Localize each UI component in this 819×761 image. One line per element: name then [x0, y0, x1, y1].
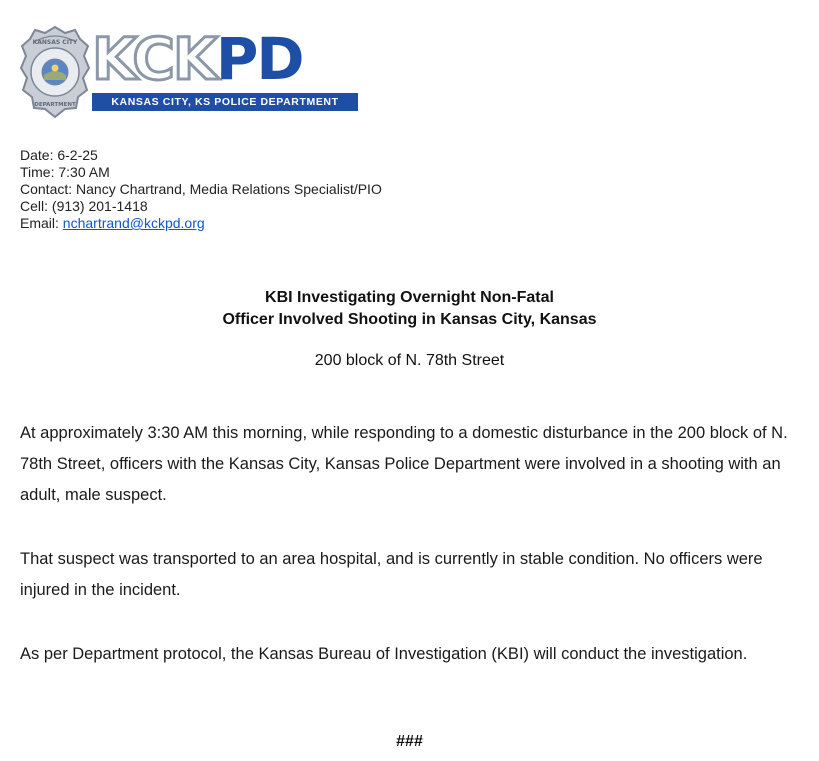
logo-tagline-bar: [92, 93, 358, 111]
incident-location: 200 block of N. 78th Street: [314, 352, 505, 369]
logo-wordmark-pd: PD: [215, 25, 303, 93]
email-label: Email:: [20, 215, 59, 231]
end-of-release-mark: ###: [396, 733, 423, 750]
letterhead: [20, 24, 365, 119]
badge-text-top: KANSAS CITY: [32, 39, 78, 46]
body-paragraph-1: At approximately 3:30 AM this morning, while responding to a domestic disturbance in the 200 block of N. 78th Street, officers with the Kansas City, Kansas Police Department were involved in a shooting with an adult, male suspect.: [20, 424, 788, 504]
logo-tagline: KANSAS CITY, KS POLICE DEPARTMENT: [111, 96, 339, 108]
time-label: Time:: [20, 164, 55, 180]
release-title: [0, 287, 819, 331]
cell-label: Cell:: [20, 198, 49, 214]
logo-wordmark-kck: KCK: [92, 25, 216, 93]
release-title-line-2: Officer Involved Shooting in Kansas City, Kansas: [222, 311, 597, 328]
date-value: 6-2-25: [57, 147, 98, 163]
cell-line: [20, 198, 382, 215]
police-badge-icon: [20, 24, 90, 119]
contact-block: [20, 147, 382, 232]
time-value: 7:30 AM: [58, 164, 110, 180]
email-line: [20, 215, 382, 232]
cell-value: (913) 201-1418: [51, 198, 148, 214]
contact-value: Nancy Chartrand, Media Relations Specialist/PIO: [76, 181, 382, 197]
logo-wordmark: [92, 25, 360, 93]
release-title-line-1: KBI Investigating Overnight Non-Fatal: [265, 289, 554, 306]
email-link[interactable]: nchartrand@kckpd.org: [62, 215, 205, 231]
contact-line: [20, 181, 382, 198]
kckpd-logo: [92, 25, 360, 112]
body-paragraph-3: As per Department protocol, the Kansas Bureau of Investigation (KBI) will conduct the investigation.: [20, 645, 748, 663]
date-line: [20, 147, 382, 164]
date-label: Date:: [20, 147, 54, 163]
body-paragraph-2: That suspect was transported to an area hospital, and is currently in stable condition. No officers were injured in the incident.: [20, 550, 763, 599]
badge-text-bottom: DEPARTMENT: [34, 102, 76, 108]
time-line: [20, 164, 382, 181]
contact-label: Contact:: [20, 181, 73, 197]
